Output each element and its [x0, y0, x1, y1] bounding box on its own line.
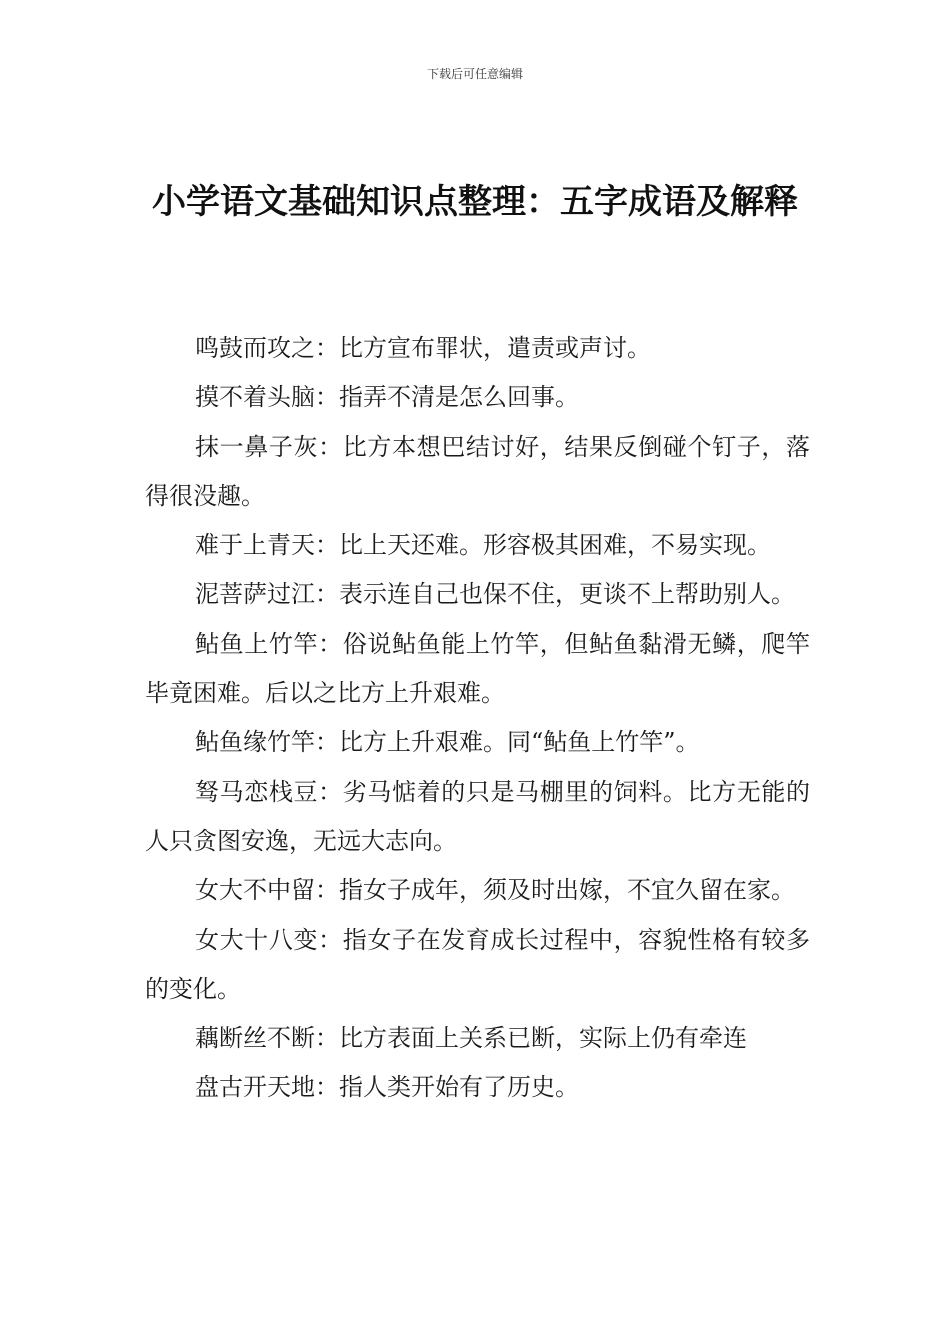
idiom-entry: 藕断丝不断：比方表面上关系已断，实际上仍有牵连 — [195, 1024, 747, 1053]
idiom-entry: 抹一鼻子灰：比方本想巴结讨好，结果反倒碰个钉子，落得很没趣。 — [145, 432, 810, 510]
idiom-entry: 盘古开天地：指人类开始有了历史。 — [195, 1073, 579, 1102]
idiom-entry: 难于上青天：比上天还难。形容极其困难，不易实现。 — [195, 531, 771, 560]
document-title: 小学语文基础知识点整理：五字成语及解释 — [152, 182, 798, 222]
idiom-list — [145, 324, 810, 1113]
page-header-note: 下载后可任意编辑 — [426, 67, 523, 81]
idiom-entry: 摸不着头脑：指弄不清是怎么回事。 — [195, 383, 579, 412]
idiom-entry: 女大十八变：指女子在发育成长过程中，容貌性格有较多的变化。 — [145, 925, 810, 1003]
idiom-entry: 鲇鱼缘竹竿：比方上升艰难。同“鲇鱼上竹竿”。 — [195, 728, 700, 757]
idiom-entry: 驽马恋栈豆：劣马惦着的只是马棚里的饲料。比方无能的人只贪图安逸，无远大志向。 — [145, 777, 810, 855]
idiom-entry: 泥菩萨过江：表示连自己也保不住，更谈不上帮助别人。 — [195, 580, 795, 609]
idiom-entry: 女大不中留：指女子成年，须及时出嫁，不宜久留在家。 — [195, 876, 795, 905]
idiom-entry: 鸣鼓而攻之：比方宣布罪状，遣责或声讨。 — [195, 334, 651, 362]
idiom-entry: 鲇鱼上竹竿：俗说鲇鱼能上竹竿，但鲇鱼黏滑无鳞，爬竿毕竟困难。后以之比方上升艰难。 — [145, 629, 810, 708]
